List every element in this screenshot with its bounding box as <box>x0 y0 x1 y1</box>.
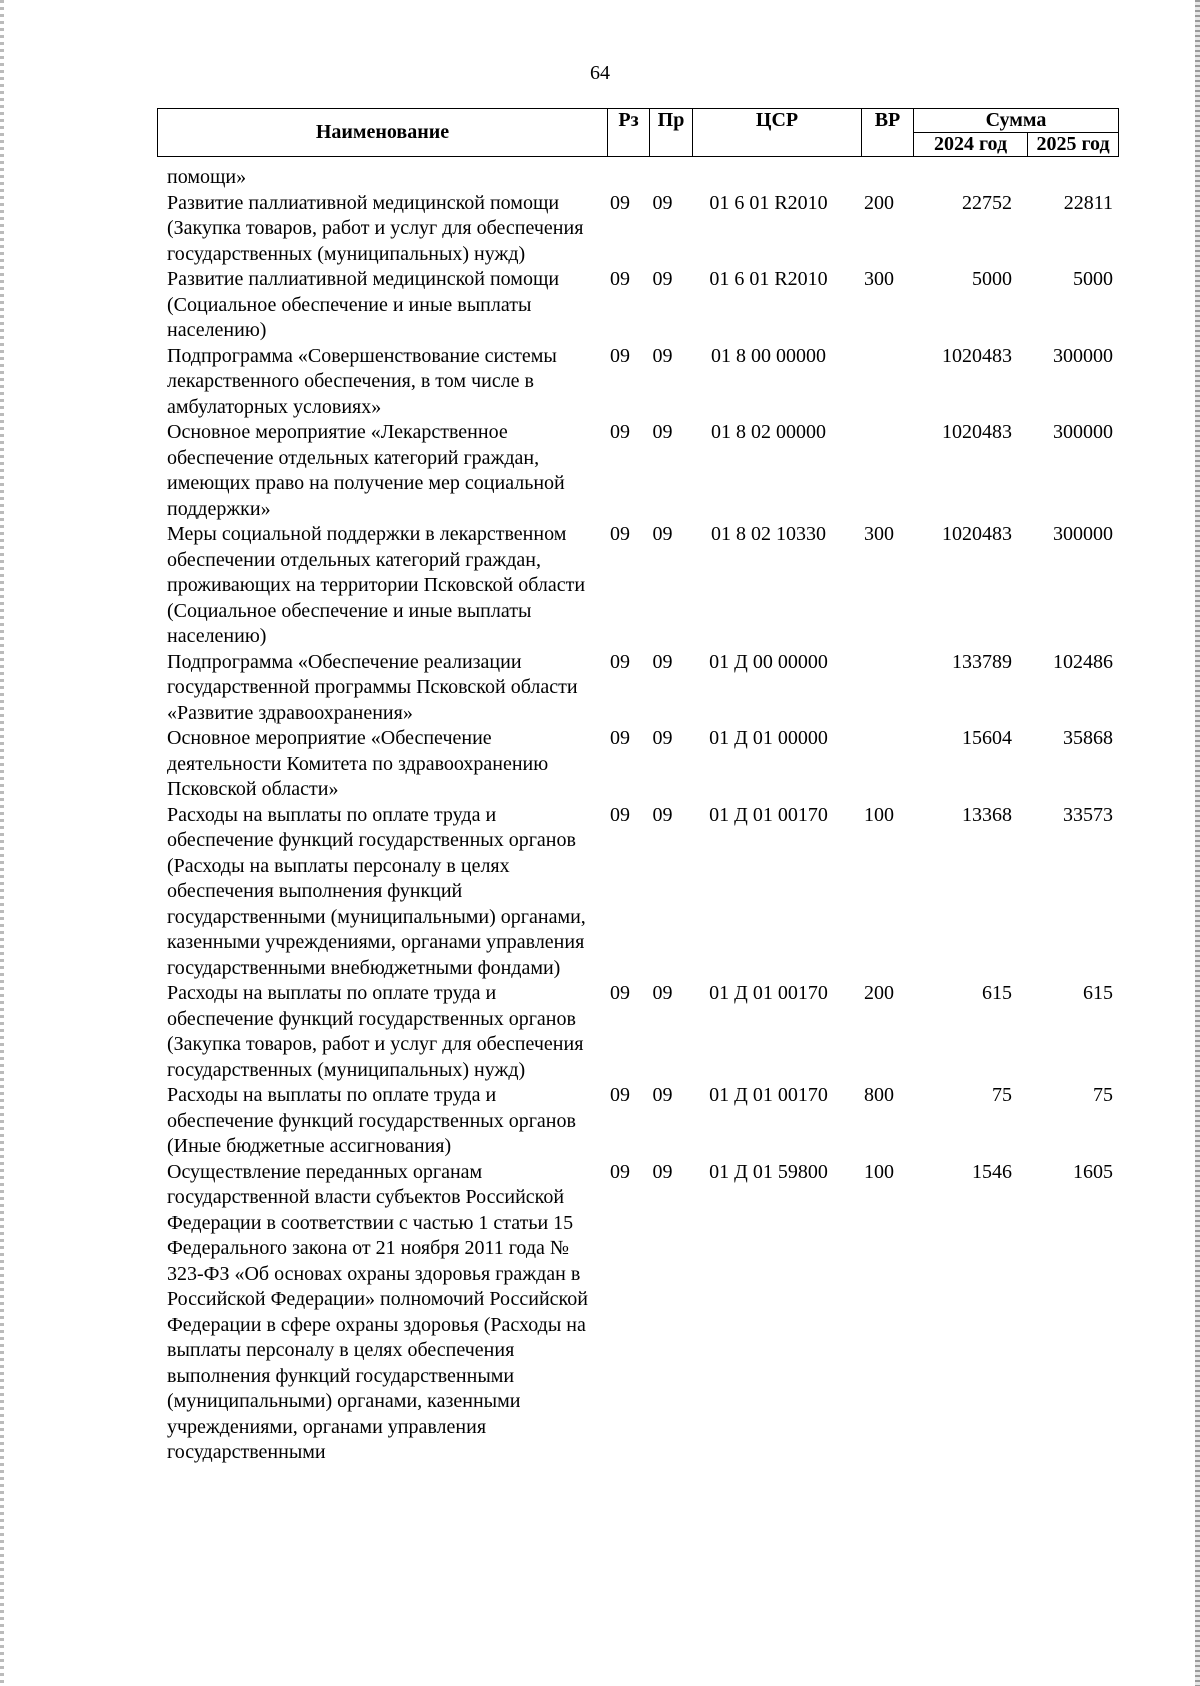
row-pr: 09 <box>652 727 673 749</box>
row-name: помощи» <box>167 166 247 188</box>
scan-edge-left <box>0 0 4 1686</box>
row-pr: 09 <box>652 268 673 290</box>
row-rz: 09 <box>610 803 630 826</box>
row-sum-2024: 13368 <box>962 803 1012 826</box>
row-sum-2024: 615 <box>982 982 1012 1004</box>
table-row <box>167 165 1118 191</box>
row-sum-2024: 15604 <box>962 727 1012 749</box>
row-pr: 09 <box>652 344 673 367</box>
row-name: Основное мероприятие «Лекарственное обеспечение отдельных категорий граждан, имеющих право на получение мер социальной поддержки» <box>167 421 565 520</box>
row-sum-2025: 300000 <box>1053 344 1113 367</box>
table-row <box>167 1083 1118 1160</box>
row-sum-2025: 300000 <box>1053 523 1113 545</box>
row-name: Подпрограмма «Совершенствование системы лекарственного обеспечения, в том числе в амбулаторных условиях» <box>167 344 557 418</box>
row-sum-2025: 75 <box>1093 1084 1113 1106</box>
header-sum: Сумма <box>914 109 1119 133</box>
row-name: Развитие паллиативной медицинской помощи (Закупка товаров, работ и услуг для обеспечения государственных (муниципальных) нужд) <box>167 191 584 265</box>
row-name: Расходы на выплаты по оплате труда и обеспечение функций государственных органов (Иные бюджетные ассигнования) <box>167 1084 576 1157</box>
row-name: Осуществление переданных органам государственной власти субъектов Российской Федерации в соответствии с частью 1 статьи 15 Федерального закона от 21 ноября 2011 года № 323-ФЗ «Об основах охраны здоровья граждан в Российской Федерации» полномочий Российской Федерации в сфере охраны здоровья (Расходы на выплаты персоналу в целях обеспечения выполнения функций государственными (муниципальными) органами, казенными учреждениями, органами управления государственными <box>167 1160 588 1463</box>
row-rz: 09 <box>610 191 630 214</box>
row-rz: 09 <box>610 1160 630 1183</box>
row-csr: 01 8 02 00000 <box>711 421 826 443</box>
table-header <box>157 108 1119 157</box>
table-row <box>167 344 1118 421</box>
row-pr: 09 <box>652 1160 673 1183</box>
row-sum-2025: 35868 <box>1063 727 1113 749</box>
row-rz: 09 <box>610 727 630 749</box>
row-sum-2025: 102486 <box>1053 650 1113 673</box>
table-row <box>167 267 1118 344</box>
row-name: Подпрограмма «Обеспечение реализации государственной программы Псковской области «Развитие здравоохранения» <box>167 650 578 724</box>
table-row <box>167 522 1118 650</box>
table-row <box>167 191 1118 268</box>
row-csr: 01 6 01 R2010 <box>709 191 828 214</box>
table-row <box>167 726 1118 803</box>
row-vr: 100 <box>864 1160 894 1183</box>
header-vr: ВР <box>862 109 914 157</box>
row-sum-2024: 5000 <box>972 268 1012 290</box>
row-name: Развитие паллиативной медицинской помощи (Социальное обеспечение и иные выплаты населению) <box>167 268 560 341</box>
row-pr: 09 <box>652 421 673 443</box>
scan-edge-right <box>1195 0 1200 1686</box>
header-csr: ЦСР <box>693 109 862 157</box>
row-rz: 09 <box>610 650 630 673</box>
row-rz: 09 <box>610 268 630 290</box>
row-vr: 300 <box>864 268 894 290</box>
row-pr: 09 <box>652 1084 673 1106</box>
row-sum-2024: 1020483 <box>942 344 1012 367</box>
table-row <box>167 803 1118 982</box>
row-vr: 200 <box>864 982 894 1004</box>
row-sum-2024: 1020483 <box>942 421 1012 443</box>
table-body <box>167 165 1118 1466</box>
row-sum-2024: 1546 <box>972 1160 1012 1183</box>
row-csr: 01 Д 01 00170 <box>709 1084 828 1106</box>
header-year-2024: 2024 год <box>914 133 1028 157</box>
row-rz: 09 <box>610 421 630 443</box>
row-sum-2025: 615 <box>1083 982 1113 1004</box>
row-rz: 09 <box>610 982 630 1004</box>
row-sum-2024: 22752 <box>962 191 1012 214</box>
row-csr: 01 8 00 00000 <box>711 344 826 367</box>
header-rz: Рз <box>608 109 650 157</box>
row-sum-2025: 1605 <box>1073 1160 1113 1183</box>
row-sum-2025: 300000 <box>1053 421 1113 443</box>
row-pr: 09 <box>652 523 673 545</box>
row-sum-2024: 133789 <box>952 650 1012 673</box>
page-number: 64 <box>590 62 610 84</box>
row-rz: 09 <box>610 523 630 545</box>
row-name: Основное мероприятие «Обеспечение деятельности Комитета по здравоохранению Псковской области» <box>167 727 549 800</box>
row-csr: 01 6 01 R2010 <box>709 268 828 290</box>
header-year-2025: 2025 год <box>1028 133 1119 157</box>
row-vr: 200 <box>864 191 894 214</box>
row-csr: 01 Д 01 00170 <box>709 803 828 826</box>
row-rz: 09 <box>610 1084 630 1106</box>
row-name: Меры социальной поддержки в лекарственном обеспечении отдельных категорий граждан, проживающих на территории Псковской области (Социальное обеспечение и иные выплаты населению) <box>167 523 586 647</box>
row-csr: 01 Д 01 59800 <box>709 1160 828 1183</box>
row-vr: 300 <box>864 523 894 545</box>
row-name: Расходы на выплаты по оплате труда и обеспечение функций государственных органов (Закупка товаров, работ и услуг для обеспечения государственных (муниципальных) нужд) <box>167 982 584 1081</box>
header-name: Наименование <box>158 109 608 157</box>
row-csr: 01 Д 01 00000 <box>709 727 828 749</box>
row-pr: 09 <box>652 650 673 673</box>
row-sum-2024: 1020483 <box>942 523 1012 545</box>
row-sum-2025: 22811 <box>1063 191 1113 214</box>
table-row <box>167 650 1118 727</box>
table-row <box>167 420 1118 522</box>
row-rz: 09 <box>610 344 630 367</box>
row-sum-2025: 5000 <box>1073 268 1113 290</box>
row-pr: 09 <box>652 803 673 826</box>
table-row <box>167 981 1118 1083</box>
row-pr: 09 <box>652 191 673 214</box>
row-sum-2025: 33573 <box>1063 803 1113 826</box>
row-vr: 800 <box>864 1084 894 1106</box>
row-vr: 100 <box>864 803 894 826</box>
row-pr: 09 <box>652 982 673 1004</box>
header-pr: Пр <box>650 109 693 157</box>
row-csr: 01 8 02 10330 <box>711 523 826 545</box>
row-name: Расходы на выплаты по оплате труда и обеспечение функций государственных органов (Расходы на выплаты персоналу в целях обеспечения выполнения функций государственными (муниципальными) органами, казенными учреждениями, органами управления государственными внебюджетными фондами) <box>167 803 586 979</box>
table-row <box>167 1160 1118 1466</box>
row-csr: 01 Д 00 00000 <box>709 650 828 673</box>
row-sum-2024: 75 <box>992 1084 1012 1106</box>
row-csr: 01 Д 01 00170 <box>709 982 828 1004</box>
